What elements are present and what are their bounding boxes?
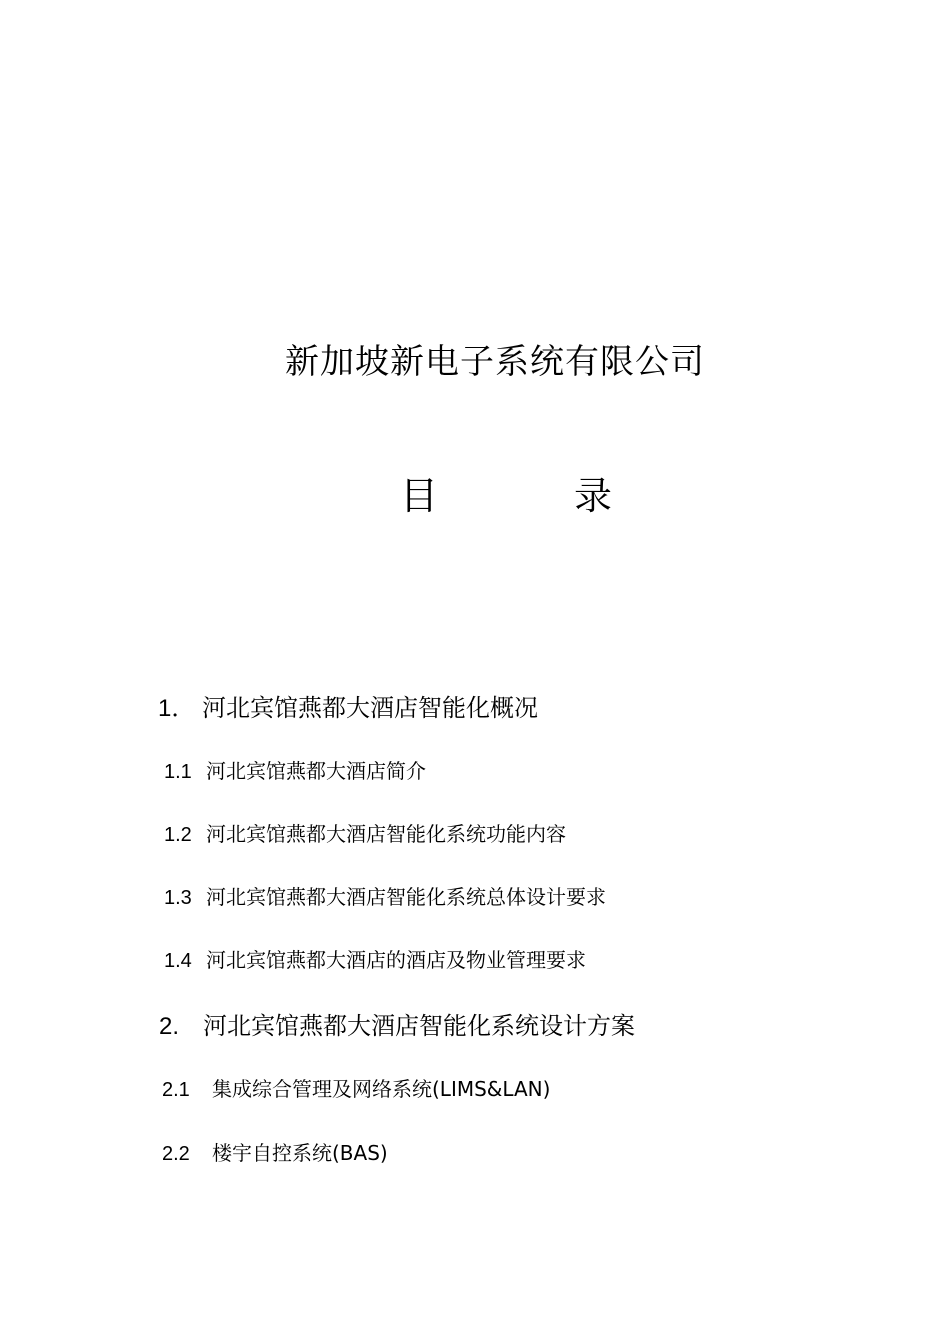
toc-entry-title: 河北宾馆燕都大酒店简介	[206, 759, 426, 783]
toc-entry-number: 2.	[159, 1013, 180, 1040]
toc-entry-1-2[interactable]	[164, 818, 566, 847]
toc-entry-number: 1.2	[164, 824, 192, 846]
toc-entry-2[interactable]	[159, 1006, 635, 1041]
toc-entry-title: 河北宾馆燕都大酒店的酒店及物业管理要求	[206, 948, 586, 972]
toc-entry-title: 河北宾馆燕都大酒店智能化系统功能内容	[206, 822, 566, 846]
toc-entry-title: 河北宾馆燕都大酒店智能化概况	[202, 694, 538, 722]
toc-entry-number: 1.3	[164, 887, 192, 909]
toc-heading	[396, 472, 626, 520]
toc-heading-char-2: 录	[574, 474, 613, 518]
toc-entry-number: 1.1	[164, 761, 192, 783]
toc-entry-1[interactable]	[158, 688, 538, 723]
toc-entry-number: 2.1	[162, 1079, 190, 1101]
toc-entry-title: 集成综合管理及网络系统(LIMS&LAN)	[212, 1077, 551, 1101]
toc-entry-title: 河北宾馆燕都大酒店智能化系统总体设计要求	[206, 885, 606, 909]
toc-entry-1-4[interactable]	[164, 944, 586, 973]
toc-entry-1-1[interactable]	[164, 755, 426, 784]
toc-entry-title: 河北宾馆燕都大酒店智能化系统设计方案	[203, 1012, 635, 1040]
toc-entry-2-2[interactable]	[162, 1137, 388, 1166]
toc-entry-title: 楼宇自控系统(BAS)	[212, 1141, 388, 1165]
toc-entry-number: 1．	[158, 695, 196, 722]
toc-heading-char-1: 目	[400, 474, 439, 518]
company-name: 新加坡新电子系统有限公司	[285, 342, 705, 382]
toc-entry-number: 1.4	[164, 950, 192, 972]
toc-entry-2-1[interactable]	[162, 1073, 550, 1102]
toc-entry-1-3[interactable]	[164, 881, 606, 910]
toc-entry-number: 2.2	[162, 1143, 190, 1165]
